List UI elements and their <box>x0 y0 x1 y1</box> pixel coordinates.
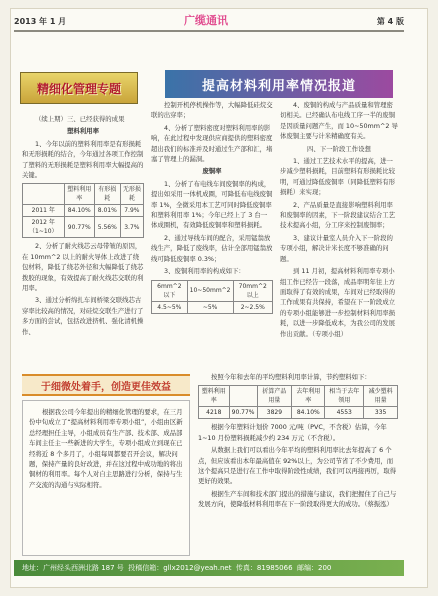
table-row: 2012 年（1~10） 90.77% 5.56% 3.7% <box>23 217 144 238</box>
savings-table <box>198 385 398 419</box>
paragraph: 2、分析了耐火线芯云母带皱的原因，在 10mm^2 以上的耐火导体上改进了绕包材料，降低了绕芯外径和大幅降低了绕芯拨胶的现象，有效提高了耐火线芯交联的利用率。 <box>22 242 144 293</box>
article-column-1 <box>22 114 144 339</box>
paragraph: 3、建议计量室人员介入下一阶段的专项小组，解决计米长度不够准确的问题。 <box>280 233 393 263</box>
paragraph: 1、分析了布电线车间废铜率的构成，提出如采用一体机成圈，可降低布电线废铜率 1%，全微采用本工艺可同时降低废铜率和塑料利用率 1%；今年已经上了 3 台一体成圈机，有效降低废铜率和塑料损耗。 <box>151 179 273 230</box>
paragraph: 1、通过工艺技术水平的提高，进一步减少塑料损耗，目前塑料有形损耗比较明，可通过降低废铜率（同降低塑料有形损耗）来实现； <box>280 157 396 197</box>
paragraph: 从数据上我们可以看出今年平均的塑料利用率比去年提高了 6 个点，但应该看出本年最高值在 92%以上，为公司节省了不少费用，而这个提高只是进行在工作中取得阶段性成绩，我们可以再接再厉，取得更好的效果。 <box>198 446 397 486</box>
page-footer <box>14 560 404 576</box>
intro-line: （续上期）三、已经获得的成果 <box>35 115 125 123</box>
paragraph: 控制开机停机操作等，大幅降低硅烷交联的出穿率； <box>151 101 273 120</box>
table-row: 4218 90.77% 3829 84.10% 4553 335 <box>199 407 398 419</box>
table-row: 2011 年 84.10% 8.01% 7.9% <box>23 205 144 217</box>
footer-postcode: 邮编：200 <box>297 564 332 572</box>
issue-date: 2013 年 1 月 <box>14 17 67 26</box>
paragraph: 2、通过导线车间的配合，采用锰翁放线生产，降低了废线率，估计全部用锰翁放线可降低废铜率 0.3%； <box>151 233 273 263</box>
table-header-row: 6mm^2 以下 10~50mm^2 70mm^2 以上 <box>152 280 273 301</box>
subtitle-next-steps: 四、下一阶段工作设想 <box>307 144 371 153</box>
paragraph: 3、通过分析绵扎车间桥梁交联线芯古穿率比较高的情况，对硅烷交联生产进行了多方面的尝试，包括改进挤机、强化清机操作、 <box>22 296 144 336</box>
plastic-rate-table <box>22 183 144 238</box>
table-caption: 按照今年和去年的平均塑料利用率计算，节约塑料如下： <box>211 373 371 381</box>
article-column-2 <box>151 100 273 317</box>
paragraph: 2、产品质量是直接影响塑料利用率和废铜率的因素，下一阶段建议结合工艺技术提高小组，分工序来控制废铜率； <box>280 200 396 230</box>
article-banner-material-rate: 提高材料利用率情况报道 <box>165 70 393 98</box>
section-banner-fine-management: 精细化管理专题 <box>20 72 138 104</box>
article-column-3 <box>280 100 398 341</box>
page-number: 第 4 版 <box>376 17 404 26</box>
paragraph: 4、分析了塑料密度对塑料利用率的影响，在此过程中发现供应商提供的塑料密度超出我们的标准并及时通过生产部和汇，堵塞了管理上的漏洞。 <box>151 123 273 164</box>
footer-phone: 传真：81985066 <box>235 564 293 572</box>
paragraph: 根据今年塑料计划价 7000 元/吨（PVC，不含税）估算，今年 1~10 月份塑料损耗减少约 234 万元（不含税）。 <box>198 423 387 442</box>
footer-email: 投稿信箱：gllx2012@yeah.net <box>128 564 232 572</box>
subtitle-plastic-rate: 塑料利用率 <box>67 127 99 136</box>
table-row: 4.5~5% ~5% 2~2.5% <box>152 301 273 313</box>
paragraph: 1、今年以前的塑料利用率是有形损耗和无形损耗的结合，今年通过各项工作控制了塑料的无形损耗是塑料利用率大幅提高的关键。 <box>22 139 144 180</box>
paragraph: 根据我公司今年提出的精细化管理的要求，在三月份中旬成立了“提高材料利用率专项小组”，小组由区新总经理担任主导，小组成员有生产部、技术部、成品部车间主任主一些新进的大学生，专项小组成立到现在已经将近 8 个多月了，小组每周都要召开会议，解决问题，保持产量的良好改进，并在这过程中成功地的将出铜材的利用率。每个人对自主思路进行分析，保持与生产交流的沟通与实际相符。 <box>29 408 183 489</box>
savings-section <box>198 372 398 512</box>
article-banner-efficiency: 于细微处着手，创造更佳效益 <box>22 374 190 396</box>
paragraph: 根据生产车间和技术部门提出的措施与建议，我们把握住了自己与发展方向，使降低材料利用率在下一阶段取得更大的成功。（蔡振泓） <box>198 489 397 509</box>
footer-address: 地址：广州经头西洲北路 187 号 <box>22 564 124 572</box>
subtitle-copper-waste: 废铜率 <box>202 167 222 176</box>
newsletter-title: 广缆通讯 <box>184 14 228 27</box>
copper-waste-table <box>151 280 273 314</box>
paragraph: 到 11 月初，提高材料利用率专项小组工作已经告一段落，成品率明年往上方面取得了有效的成果，车间对已经取得的工作成果有共保持，希望在下一阶段成立的专项小组能够进一步控制材料利用率损耗，以进一步降低成本，为我公司的发展作出贡献。（专项小组） <box>280 267 396 338</box>
table-header-row: 塑料利用率 折算产品用量 去年利用率 相当于去年领用 减少塑料用量 <box>199 386 398 407</box>
paragraph: 3、废铜利用率的构成如下： <box>164 267 245 276</box>
table-header-row: 塑料利用率 有形损耗 无形损耗 <box>23 184 144 205</box>
paragraph: 4、废铜的构成与产品质量和管理密切相关。已经确认布电线工序一半的废铜是因质量问题产生，而 10~50mm^2 导体废铜主要与计米精确度有关。 <box>280 101 398 141</box>
boxed-article <box>22 400 190 556</box>
page-header <box>14 10 404 32</box>
